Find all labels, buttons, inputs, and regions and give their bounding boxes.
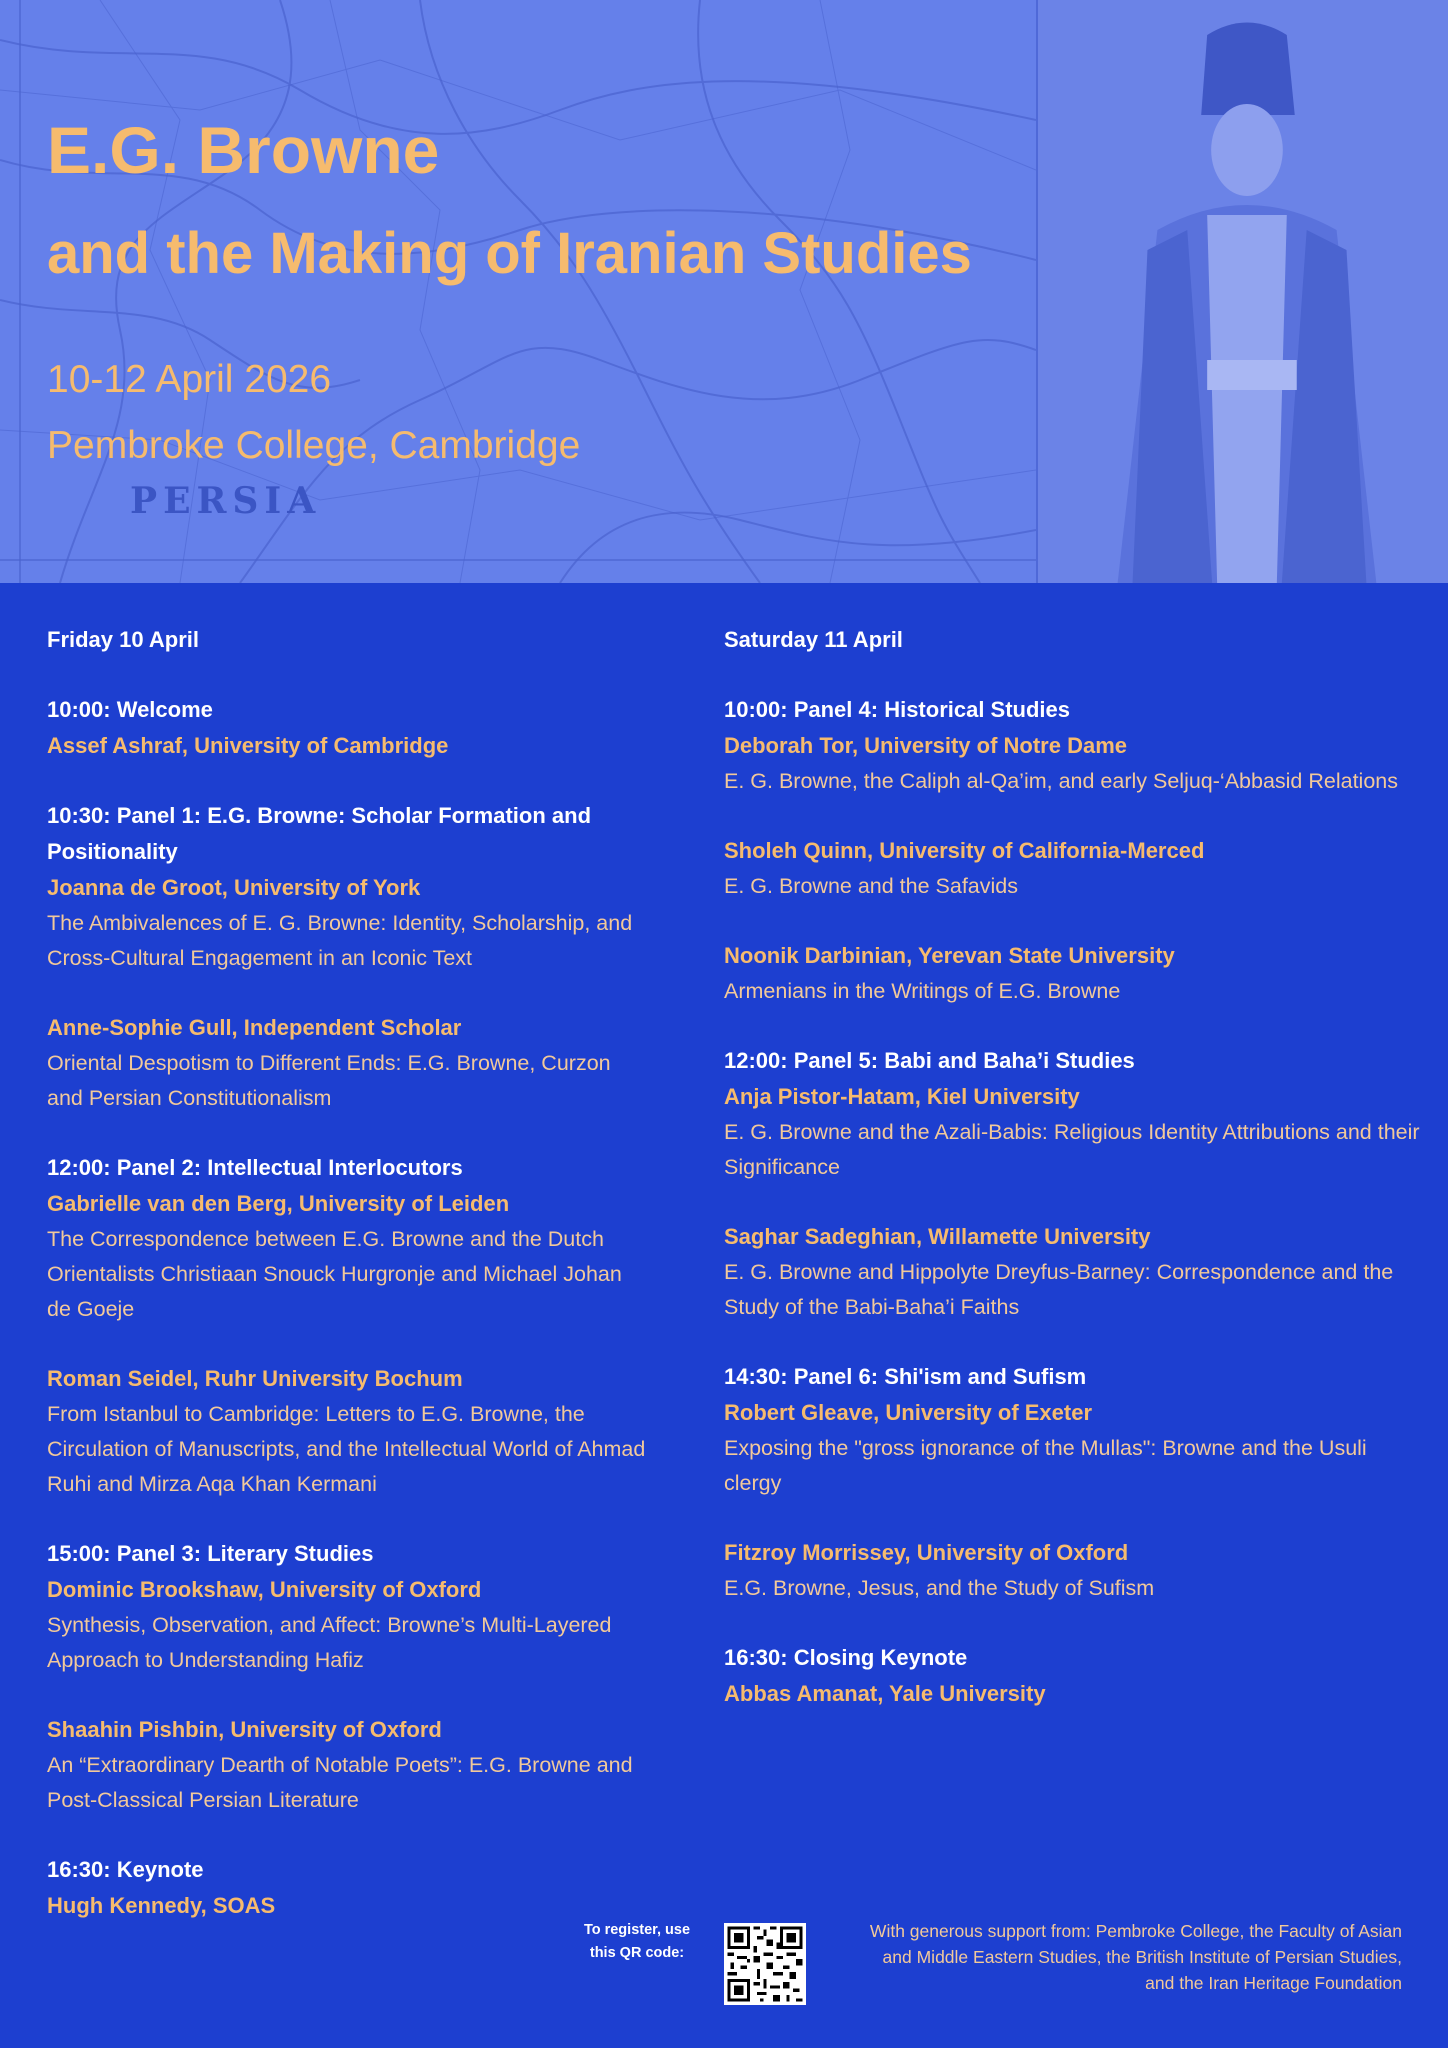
session-title: 16:30: Closing Keynote	[724, 1645, 968, 1670]
session-title: 10:00: Panel 4: Historical Studies	[724, 697, 1071, 722]
speaker-name: Abbas Amanat, Yale University	[724, 1681, 1046, 1706]
speaker-name: Robert Gleave, University of Exeter	[724, 1400, 1093, 1425]
event-dates: 10-12 April 2026	[47, 358, 332, 401]
speaker-name: Anja Pistor-Hatam, Kiel University	[724, 1084, 1080, 1109]
session-title: 12:00: Panel 2: Intellectual Interlocutors	[47, 1155, 463, 1180]
paper-title: E. G. Browne, the Caliph al-Qa’im, and early Seljuq-‘Abbasid Relations	[724, 769, 1398, 793]
speaker-name: Roman Seidel, Ruhr University Bochum	[47, 1366, 463, 1391]
speaker-name: Dominic Brookshaw, University of Oxford	[47, 1577, 482, 1602]
paper-title: E. G. Browne and Hippolyte Dreyfus-Barney: Correspondence and the Study of the Babi-Baha’i Faiths	[724, 1260, 1394, 1319]
paper-title: E.G. Browne, Jesus, and the Study of Sufism	[724, 1576, 1155, 1600]
portrait-photo	[1036, 0, 1448, 583]
paper-title: Synthesis, Observation, and Affect: Browne’s Multi-Layered Approach to Understanding Hafiz	[47, 1613, 612, 1672]
header-banner	[0, 0, 1448, 583]
paper-title: E. G. Browne and the Safavids	[724, 874, 1018, 898]
event-subtitle: and the Making of Iranian Studies	[47, 221, 972, 286]
session-title: 14:30: Panel 6: Shi'ism and Sufism	[724, 1364, 1087, 1389]
session-title: 16:30: Keynote	[47, 1857, 204, 1882]
speaker-name: Shaahin Pishbin, University of Oxford	[47, 1717, 442, 1742]
session-panel-5	[724, 1043, 1424, 1325]
session-title: 10:00: Welcome	[47, 697, 213, 722]
sponsors-acknowledgement: With generous support from: Pembroke College, the Faculty of Asian and Middle Eastern Studies, the British Institute of Persian Studies, and the Iran Heritage Foundation	[869, 1921, 1402, 1993]
session-title: 10:30: Panel 1: E.G. Browne: Scholar Formation and Positionality	[47, 803, 592, 864]
session-title: 12:00: Panel 5: Babi and Baha’i Studies	[724, 1048, 1135, 1073]
session-closing-keynote	[724, 1640, 1424, 1712]
friday-schedule	[47, 622, 647, 1958]
session-keynote	[47, 1852, 647, 1924]
speaker-name: Joanna de Groot, University of York	[47, 875, 421, 900]
speaker-name: Sholeh Quinn, University of California-Merced	[724, 838, 1205, 863]
session-panel-2	[47, 1150, 647, 1502]
speaker-name: Anne-Sophie Gull, Independent Scholar	[47, 1015, 462, 1040]
paper-title: An “Extraordinary Dearth of Notable Poets”: E.G. Browne and Post-Classical Persian Literature	[47, 1753, 633, 1812]
event-venue: Pembroke College, Cambridge	[47, 424, 581, 467]
map-label: PERSIA	[130, 480, 322, 522]
speaker-name: Hugh Kennedy, SOAS	[47, 1893, 276, 1918]
paper-title: E. G. Browne and the Azali-Babis: Religious Identity Attributions and their Significance	[724, 1120, 1420, 1179]
speaker-name: Deborah Tor, University of Notre Dame	[724, 733, 1128, 758]
speaker-name: Fitzroy Morrissey, University of Oxford	[724, 1540, 1129, 1565]
paper-title: The Ambivalences of E. G. Browne: Identity, Scholarship, and Cross-Cultural Engagement in an Iconic Text	[47, 911, 633, 970]
paper-title: Exposing the "gross ignorance of the Mullas": Browne and the Usuli clergy	[724, 1436, 1367, 1495]
register-instructions: To register, use this QR code:	[583, 1922, 691, 1961]
speaker-name: Assef Ashraf, University of Cambridge	[47, 733, 449, 758]
session-panel-3	[47, 1536, 647, 1818]
speaker-name: Noonik Darbinian, Yerevan State University	[724, 943, 1175, 968]
paper-title: The Correspondence between E.G. Browne and the Dutch Orientalists Christiaan Snouck Hurgronje and Michael Johan de Goeje	[47, 1227, 622, 1321]
session-panel-6	[724, 1359, 1424, 1606]
speaker-name: Gabrielle van den Berg, University of Leiden	[47, 1191, 510, 1216]
speaker-name: Saghar Sadeghian, Willamette University	[724, 1224, 1151, 1249]
day-heading-friday: Friday 10 April	[47, 627, 200, 652]
paper-title: Oriental Despotism to Different Ends: E.G. Browne, Curzon and Persian Constitutionalism	[47, 1051, 611, 1110]
registration-qr-code[interactable]	[724, 1923, 806, 2005]
event-title: E.G. Browne	[47, 113, 440, 187]
day-heading-saturday: Saturday 11 April	[724, 627, 903, 652]
session-panel-1	[47, 798, 647, 1116]
paper-title: From Istanbul to Cambridge: Letters to E.G. Browne, the Circulation of Manuscripts, and the Intellectual World of Ahmad Ruhi and Mirza Aqa Khan Kermani	[47, 1402, 646, 1496]
saturday-schedule	[724, 622, 1424, 1746]
session-title: 15:00: Panel 3: Literary Studies	[47, 1541, 374, 1566]
session-welcome	[47, 692, 647, 764]
session-panel-4	[724, 692, 1424, 1009]
paper-title: Armenians in the Writings of E.G. Browne	[724, 979, 1121, 1003]
